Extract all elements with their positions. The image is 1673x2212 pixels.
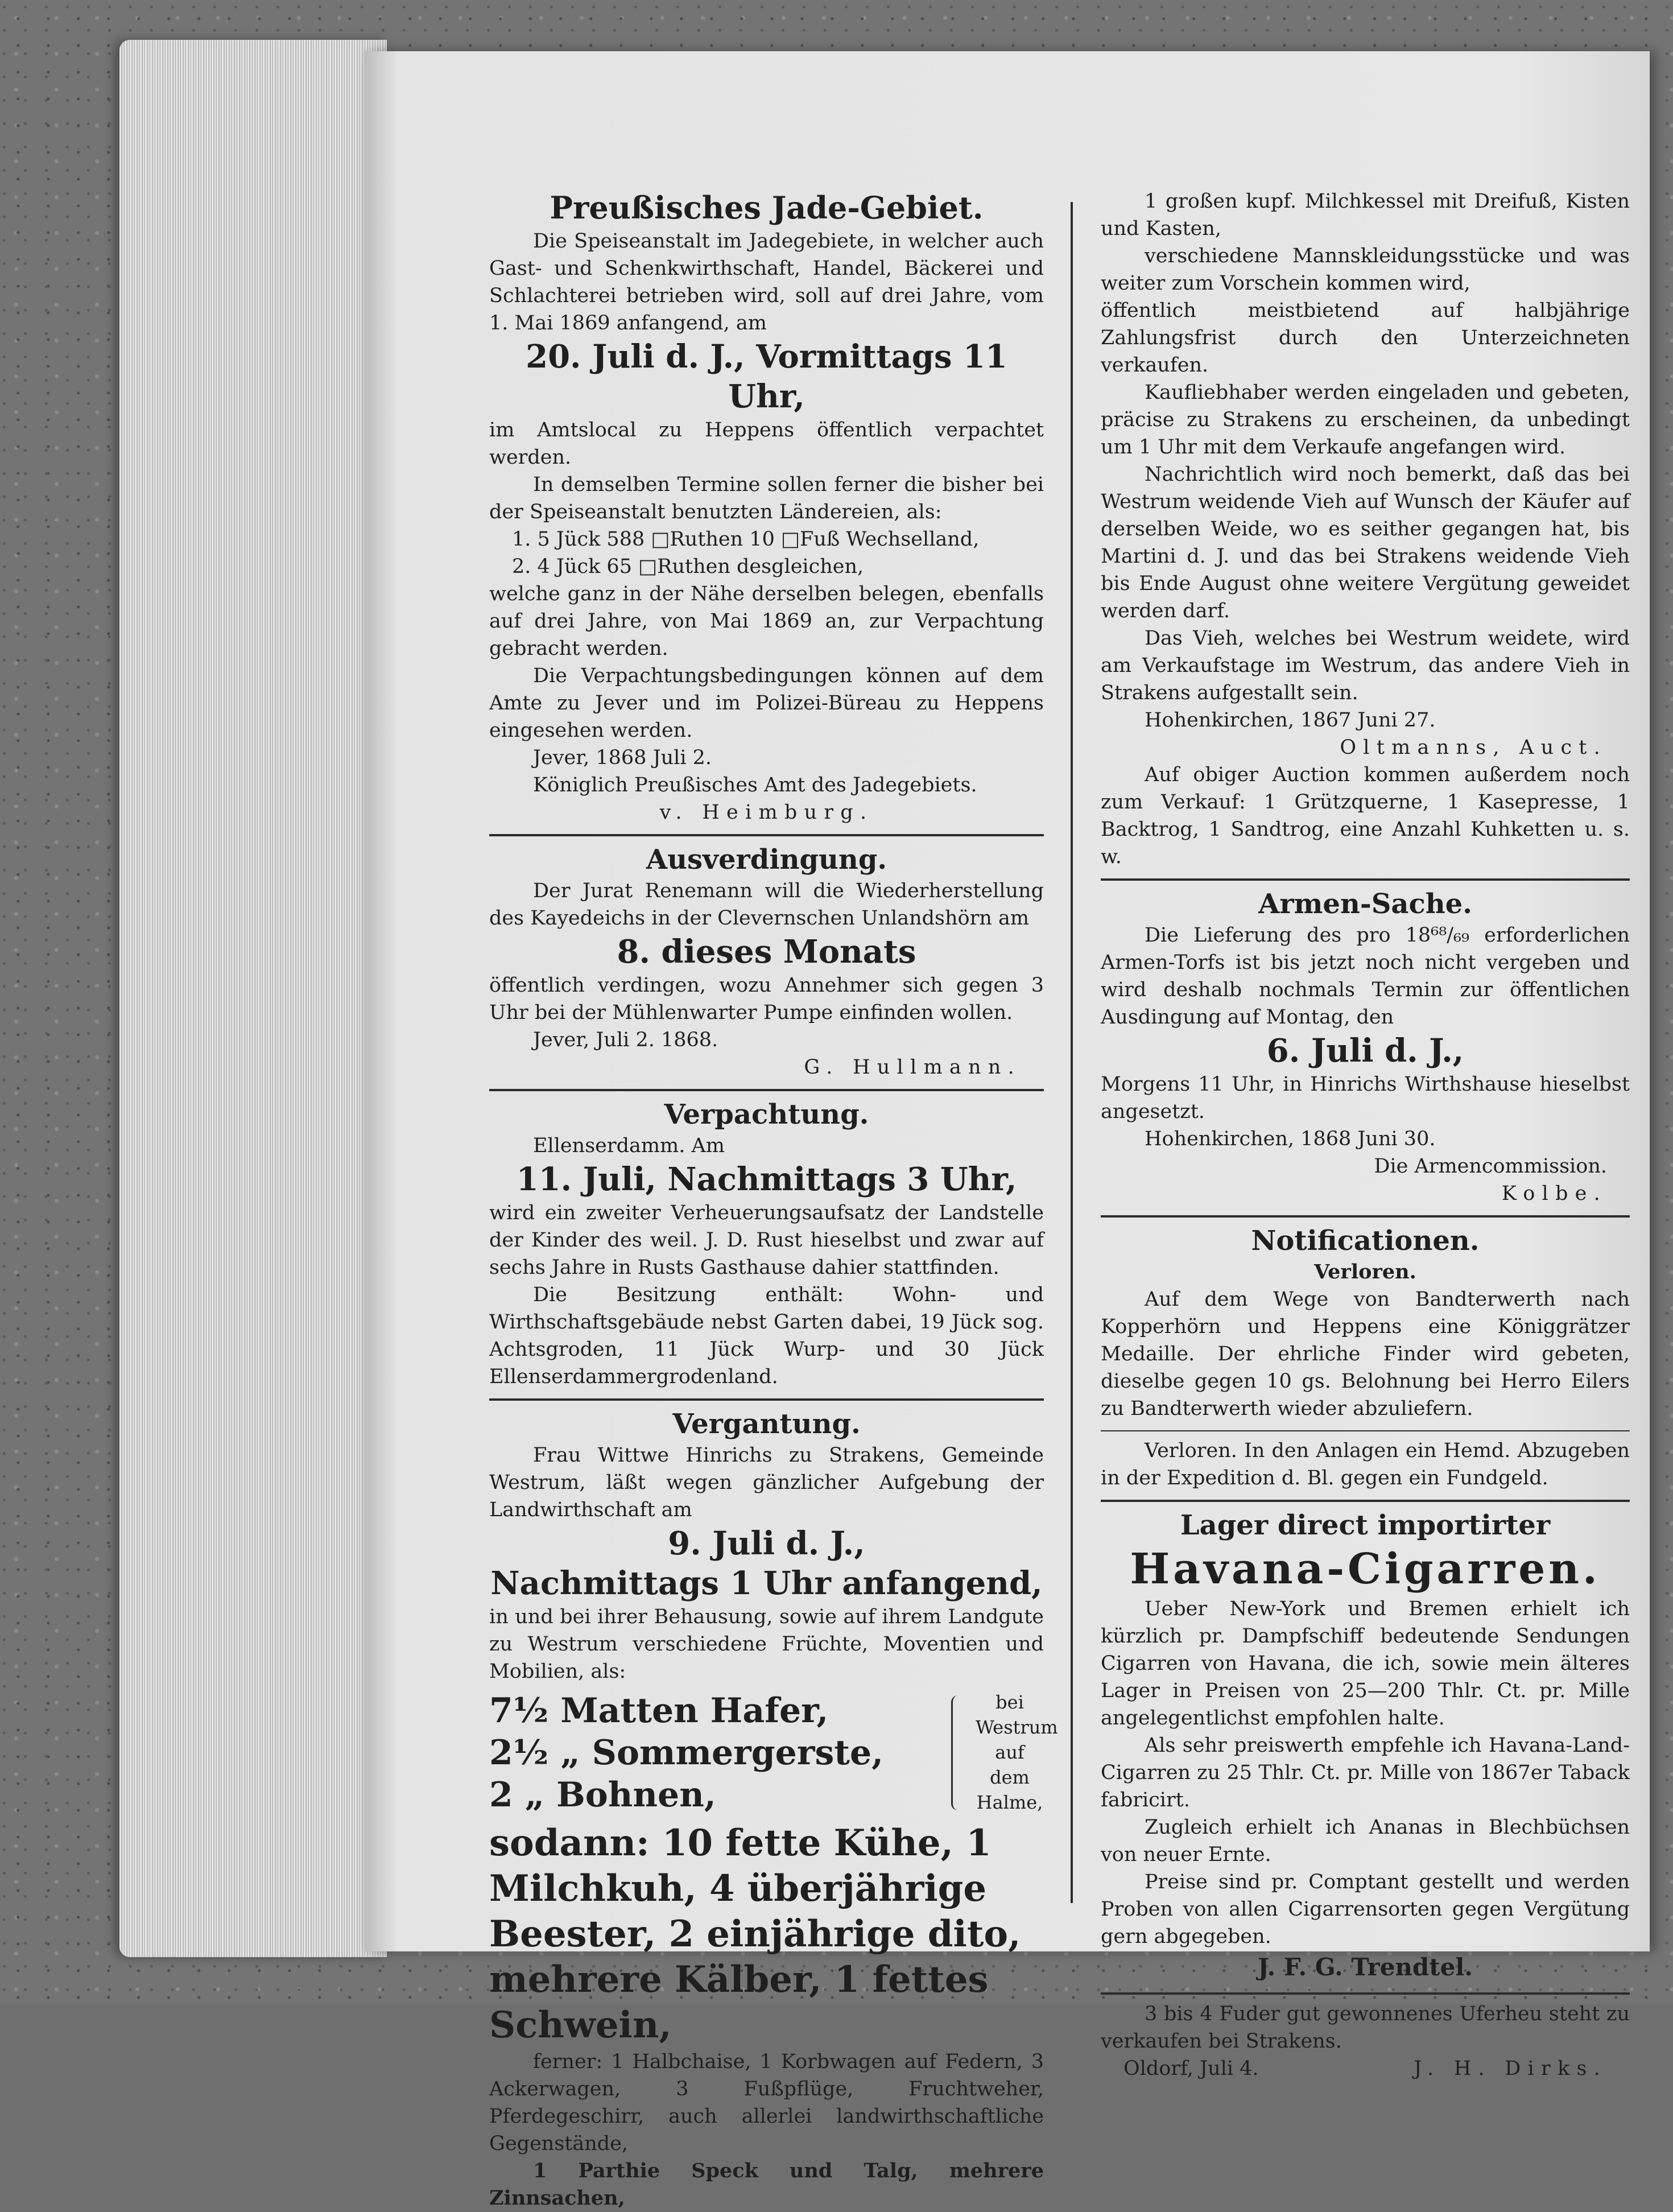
advert-title: Havana-Cigarren. bbox=[1130, 1545, 1601, 1594]
crop-list bbox=[489, 1690, 1058, 1816]
notice-uferheu bbox=[1101, 2000, 1630, 2082]
notice-notificationen bbox=[1101, 1223, 1630, 1492]
notice-text: 1 Parthie Speck und Talg, mehrere Zinnsachen, bbox=[489, 2159, 1044, 2210]
notice-title: Armen-Sache. bbox=[1258, 888, 1472, 920]
notice-signature: v. Heimburg. bbox=[659, 801, 874, 824]
section-rule bbox=[1101, 1430, 1630, 1431]
notice-text: Preise sind pr. Comptant gestellt und werden Proben von allen Cigarrensorten gegen Vergütung gern abgegeben. bbox=[1101, 1871, 1630, 1948]
notice-text: Als sehr preiswerth empfehle ich Havana-Land-Cigarren zu 25 Thlr. Ct. pr. Mille von 1867er Taback fabricirt. bbox=[1101, 1734, 1630, 1811]
notice-title: Ausverdingung. bbox=[646, 844, 887, 876]
notice-text: öffentlich verdingen, wozu Annehmer sich gegen 3 Uhr bei der Mühlenwarter Pumpe einfinden wollen. bbox=[489, 974, 1044, 1024]
notice-text: Das Vieh, welches bei Westrum weidete, wird am Verkaufstage im Westrum, das andere Vieh in Strakens aufgestallt sein. bbox=[1101, 627, 1630, 704]
notice-text: Nachrichtlich wird noch bemerkt, daß das bei Westrum weidende Vieh auf Wunsch der Käufer auf derselben Weide, wo es seither gegangen hat, bis Martini d. J. und das bei Strakens weidende Vieh bis Ende August ohne weitere Vergütung geweidet werden darf. bbox=[1101, 463, 1630, 622]
left-column bbox=[489, 188, 1058, 2212]
notice-place-date: Hohenkirchen, 1867 Juni 27. bbox=[1145, 709, 1436, 732]
notice-date: 9. Juli d. J., bbox=[668, 1525, 865, 1562]
notice-verpachtung bbox=[489, 1097, 1044, 1390]
notice-text: in und bei ihrer Behausung, sowie auf ihrem Landgute zu Westrum verschiedene Früchte, Moventien und Mobilien, als: bbox=[489, 1606, 1044, 1683]
section-rule bbox=[1101, 1215, 1630, 1218]
notice-title: Preußisches Jade-Gebiet. bbox=[550, 189, 984, 226]
crop-note: bei Westrum auf dem Halme, bbox=[976, 1691, 1058, 1813]
notice-text: Die Besitzung enthält: Wohn- und Wirthschaftsgebäude nebst Garten dabei, 19 Jück sog. Achtsgroden, 11 Jück Wurp- und 30 Jück Ellenserdammergrodenland. bbox=[489, 1284, 1044, 1388]
notice-signature: J. F. G. Trendtel. bbox=[1258, 1953, 1473, 1981]
notice-date: 20. Juli d. J., Vormittags 11 Uhr, bbox=[526, 338, 1007, 415]
notice-text: Auf obiger Auction kommen außerdem noch zum Verkauf: 1 Grützquerne, 1 Kasepresse, 1 Backtrog, 1 Sandtrog, eine Anzahl Kuhketten u. s. w. bbox=[1101, 764, 1630, 868]
notice-text: Die Verpachtungsbedingungen können auf dem Amte zu Jever und im Polizei-Büreau zu Heppens eingesehen werden. bbox=[489, 665, 1044, 742]
notice-text: öffentlich meistbietend auf halbjährige Zahlungsfrist durch den Unterzeichneten verkaufen. bbox=[1101, 299, 1630, 377]
notice-jade-gebiet bbox=[489, 188, 1044, 826]
crop-item: 2 „ Bohnen, bbox=[489, 1775, 716, 1815]
notice-place-date: Jever, 1868 Juli 2. bbox=[533, 746, 712, 769]
notice-armen-sache bbox=[1101, 886, 1630, 1207]
livestock-list: sodann: 10 fette Kühe, 1 Milchkuh, 4 überjährige Beester, 2 einjährige dito, mehrere Kälber, 1 fettes Schwein, bbox=[489, 1822, 1021, 2046]
notice-text: Auf dem Wege von Bandterwerth nach Kopperhörn und Heppens eine Königgrätzer Medaille. Der ehrliche Finder wird gebeten, dieselbe gegen 10 gs. Belohnung bei Herro Eilers zu Bandterwerth wieder abzuliefern. bbox=[1101, 1288, 1630, 1420]
notice-text: Kaufliebhaber werden eingeladen und gebeten, präcise zu Strakens zu erscheinen, da unbedingt um 1 Uhr mit dem Verkaufe angefangen wird. bbox=[1101, 381, 1630, 459]
notice-office: Königlich Preußisches Amt des Jadegebiets. bbox=[533, 774, 977, 797]
notice-vergantung bbox=[489, 1406, 1058, 2212]
notice-text: Morgens 11 Uhr, in Hinrichs Wirthshause hieselbst angesetzt. bbox=[1101, 1073, 1630, 1123]
section-rule bbox=[1101, 1992, 1630, 1995]
section-rule bbox=[489, 834, 1044, 836]
crop-item: 2½ „ Sommergerste, bbox=[489, 1733, 884, 1773]
notice-place-date: Hohenkirchen, 1868 Juni 30. bbox=[1145, 1128, 1436, 1150]
notice-subtitle: Verloren. bbox=[1314, 1260, 1416, 1284]
notice-text: welche ganz in der Nähe derselben belegen, ebenfalls auf drei Jahre, von Mai 1869 an, zur Verpachtung gebracht werden. bbox=[489, 583, 1044, 660]
section-rule bbox=[1101, 1500, 1630, 1502]
crop-item: 7½ Matten Hafer, bbox=[489, 1691, 829, 1731]
notice-text: Frau Wittwe Hinrichs zu Strakens, Gemeinde Westrum, läßt wegen gänzlicher Aufgebung der Landwirthschaft am bbox=[489, 1444, 1044, 1521]
notice-signature: Oltmanns, Auct. bbox=[1340, 736, 1607, 759]
notice-text: In demselben Termine sollen ferner die bisher bei der Speiseanstalt benutzten Ländereien, als: bbox=[489, 473, 1044, 523]
notice-title: Notificationen. bbox=[1251, 1225, 1480, 1257]
right-column bbox=[1101, 188, 1630, 2082]
notice-ausverdingung bbox=[489, 842, 1044, 1081]
column-divider bbox=[1071, 202, 1073, 1903]
list-item: 2. 4 Jück 65 □Ruthen desgleichen, bbox=[512, 555, 864, 578]
notice-text: Zugleich erhielt ich Ananas in Blechbüchsen von neuer Ernte. bbox=[1101, 1816, 1630, 1866]
notice-vergantung-continued bbox=[1101, 188, 1630, 870]
notice-signature: G. Hullmann. bbox=[804, 1056, 1021, 1079]
section-rule bbox=[489, 1398, 1044, 1401]
notice-title: Vergantung. bbox=[672, 1408, 861, 1440]
section-rule bbox=[489, 1089, 1044, 1091]
notice-text: Der Jurat Renemann will die Wiederherstellung des Kayedeichs in der Clevernschen Unlandshörn am bbox=[489, 880, 1044, 930]
notice-text: Verloren. In den Anlagen ein Hemd. Abzugeben in der Expedition d. Bl. gegen ein Fundgeld. bbox=[1101, 1439, 1630, 1489]
notice-text: 3 bis 4 Fuder gut gewonnenes Uferheu steht zu verkaufen bei Strakens. bbox=[1101, 2003, 1630, 2053]
notice-text: Ueber New-York und Bremen erhielt ich kürzlich pr. Dampfschiff bedeutende Sendungen Cigarren von Havana, die ich, sowie mein älteres Lager in Preisen von 25—200 Thlr. Ct. pr. Mille angelegentlichst empfohlen halte. bbox=[1101, 1598, 1630, 1730]
notice-text: im Amtslocal zu Heppens öffentlich verpachtet werden. bbox=[489, 419, 1044, 469]
advert-havana-cigarren bbox=[1101, 1508, 1630, 1984]
notice-date: 8. dieses Monats bbox=[617, 933, 916, 971]
notice-date: 6. Juli d. J., bbox=[1266, 1032, 1464, 1070]
notice-time: Nachmittags 1 Uhr anfangend, bbox=[490, 1565, 1043, 1602]
brace bbox=[951, 1695, 970, 1810]
notice-date: 11. Juli, Nachmittags 3 Uhr, bbox=[516, 1161, 1017, 1198]
notice-text: wird ein zweiter Verheuerungsaufsatz der Landstelle der Kinder des weil. J. D. Rust hieselbst und zwar auf sechs Jahre in Rusts Gasthause dahier stattfinden. bbox=[489, 1202, 1044, 1279]
notice-place-date: Oldorf, Juli 4. bbox=[1123, 2057, 1259, 2080]
notice-text: ferner: 1 Halbchaise, 1 Korbwagen auf Federn, 3 Ackerwagen, 3 Fußpflüge, Fruchtweher, Pferdegeschirr, auch allerlei landwirthschaftliche Gegenstände, bbox=[489, 2050, 1044, 2155]
notice-place-date: Jever, Juli 2. 1868. bbox=[533, 1029, 718, 1051]
notice-location: Ellenserdamm. Am bbox=[533, 1134, 725, 1157]
notice-signature: J. H. Dirks. bbox=[1414, 2057, 1607, 2080]
notice-text: 1 großen kupf. Milchkessel mit Dreifuß, Kisten und Kasten, bbox=[1101, 190, 1630, 240]
notice-text: verschiedene Mannskleidungsstücke und was weiter zum Vorschein kommen wird, bbox=[1101, 245, 1630, 295]
notice-text: Die Speiseanstalt im Jadegebiete, in welcher auch Gast- und Schenkwirthschaft, Handel, Bäckerei und Schlachterei betrieben wird, soll auf drei Jahre, vom 1. Mai 1869 anfangend, am bbox=[489, 230, 1044, 335]
notice-title: Verpachtung. bbox=[664, 1099, 869, 1130]
land-list bbox=[489, 526, 1044, 580]
notice-signature: Kolbe. bbox=[1501, 1182, 1607, 1205]
advert-heading: Lager direct importirter bbox=[1180, 1509, 1551, 1541]
list-item: 1. 5 Jück 588 □Ruthen 10 □Fuß Wechselland, bbox=[512, 528, 980, 551]
section-rule bbox=[1101, 878, 1630, 881]
notice-text: Die Lieferung des pro 18⁶⁸/₆₉ erforderlichen Armen-Torfs ist bis jetzt noch nicht vergeben und wird deshalb nochmals Termin zur öffentlichen Ausdingung auf Montag, den bbox=[1101, 924, 1630, 1029]
book-page-edges bbox=[119, 40, 387, 1957]
notice-organization: Die Armencommission. bbox=[1374, 1155, 1607, 1178]
